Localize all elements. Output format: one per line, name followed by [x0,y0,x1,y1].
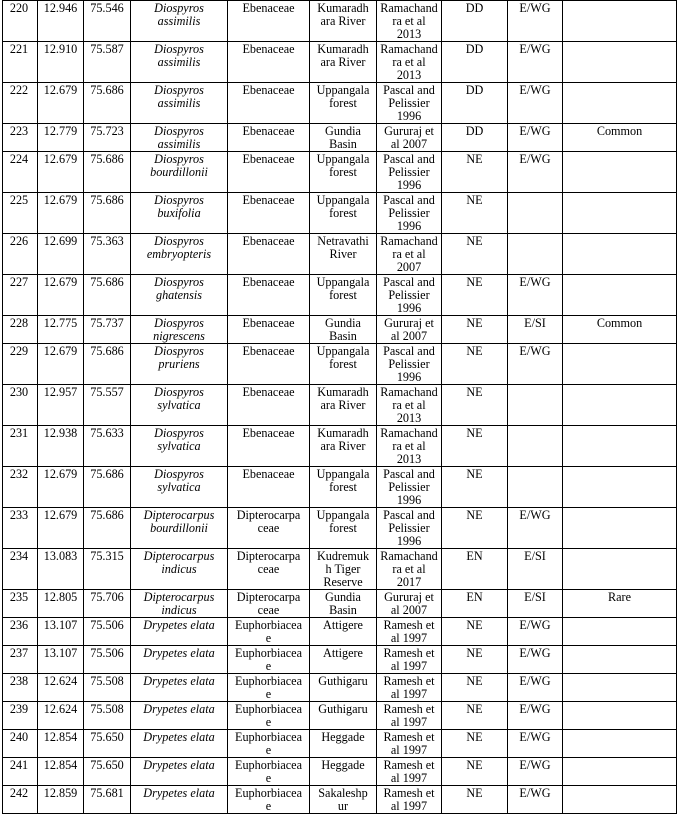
row-number-cell: 242 [3,786,38,814]
latitude-cell: 13.107 [38,646,84,674]
latitude-cell: 12.679 [38,508,84,549]
table-row [3,618,677,646]
longitude-cell: 75.508 [84,674,131,702]
longitude-cell: 75.686 [84,275,131,316]
table-row [3,275,677,316]
latitude-cell: 12.946 [38,1,84,42]
row-number-cell: 224 [3,152,38,193]
longitude-cell: 75.363 [84,234,131,275]
iucn-status-cell: NE [442,426,508,467]
longitude-cell: 75.557 [84,385,131,426]
iucn-status-cell: DD [442,83,508,124]
species-table [2,0,677,814]
species-name-cell: Diospyros bourdillonii [131,152,228,193]
iucn-status-cell: NE [442,758,508,786]
family-cell: Dipterocarpa ceae [228,508,310,549]
row-number-cell: 230 [3,385,38,426]
location-cell: Gundia Basin [310,124,377,152]
abundance-cell [563,385,677,426]
location-cell: Attigere [310,618,377,646]
endemism-cell: E/WG [508,702,563,730]
latitude-cell: 12.938 [38,426,84,467]
endemism-cell: E/WG [508,42,563,83]
iucn-status-cell: NE [442,275,508,316]
endemism-cell [508,385,563,426]
location-cell: Gundia Basin [310,590,377,618]
longitude-cell: 75.587 [84,42,131,83]
row-number-cell: 222 [3,83,38,124]
latitude-cell: 12.624 [38,702,84,730]
table-row [3,549,677,590]
table-row [3,646,677,674]
location-cell: Guthigaru [310,702,377,730]
species-name-cell: Diospyros pruriens [131,344,228,385]
family-cell: Euphorbiacea e [228,646,310,674]
table-row [3,426,677,467]
latitude-cell: 12.679 [38,83,84,124]
species-name-cell: Dipterocarpus indicus [131,549,228,590]
family-cell: Dipterocarpa ceae [228,549,310,590]
table-row [3,730,677,758]
family-cell: Ebenaceae [228,152,310,193]
latitude-cell: 12.854 [38,758,84,786]
endemism-cell: E/WG [508,786,563,814]
abundance-cell [563,758,677,786]
reference-cell: Ramesh et al 1997 [377,646,442,674]
reference-cell: Ramachand ra et al 2007 [377,234,442,275]
row-number-cell: 223 [3,124,38,152]
reference-cell: Ramachand ra et al 2017 [377,549,442,590]
endemism-cell: E/WG [508,275,563,316]
endemism-cell: E/WG [508,83,563,124]
family-cell: Ebenaceae [228,124,310,152]
family-cell: Ebenaceae [228,385,310,426]
species-name-cell: Diospyros assimilis [131,1,228,42]
table-row [3,786,677,814]
abundance-cell [563,42,677,83]
latitude-cell: 12.679 [38,193,84,234]
table-row [3,385,677,426]
latitude-cell: 13.107 [38,618,84,646]
species-name-cell: Drypetes elata [131,646,228,674]
row-number-cell: 237 [3,646,38,674]
family-cell: Euphorbiacea e [228,702,310,730]
iucn-status-cell: DD [442,1,508,42]
abundance-cell [563,549,677,590]
iucn-status-cell: NE [442,385,508,426]
family-cell: Euphorbiacea e [228,618,310,646]
abundance-cell [563,730,677,758]
row-number-cell: 221 [3,42,38,83]
row-number-cell: 228 [3,316,38,344]
iucn-status-cell: NE [442,646,508,674]
iucn-status-cell: NE [442,730,508,758]
longitude-cell: 75.315 [84,549,131,590]
family-cell: Ebenaceae [228,83,310,124]
reference-cell: Ramesh et al 1997 [377,786,442,814]
row-number-cell: 232 [3,467,38,508]
longitude-cell: 75.650 [84,730,131,758]
table-body [3,1,677,814]
abundance-cell [563,1,677,42]
latitude-cell: 12.775 [38,316,84,344]
location-cell: Kumaradh ara River [310,42,377,83]
table-row [3,758,677,786]
table-row [3,124,677,152]
table-row [3,702,677,730]
table-row [3,152,677,193]
species-name-cell: Diospyros assimilis [131,42,228,83]
family-cell: Ebenaceae [228,467,310,508]
location-cell: Uppangala forest [310,467,377,508]
species-name-cell: Drypetes elata [131,702,228,730]
family-cell: Ebenaceae [228,426,310,467]
iucn-status-cell: NE [442,316,508,344]
row-number-cell: 226 [3,234,38,275]
row-number-cell: 238 [3,674,38,702]
family-cell: Ebenaceae [228,344,310,385]
species-name-cell: Drypetes elata [131,618,228,646]
latitude-cell: 12.805 [38,590,84,618]
longitude-cell: 75.686 [84,344,131,385]
longitude-cell: 75.508 [84,702,131,730]
longitude-cell: 75.706 [84,590,131,618]
table-row [3,316,677,344]
endemism-cell: E/WG [508,618,563,646]
longitude-cell: 75.686 [84,83,131,124]
latitude-cell: 12.699 [38,234,84,275]
family-cell: Dipterocarpa ceae [228,590,310,618]
abundance-cell: Common [563,124,677,152]
latitude-cell: 12.859 [38,786,84,814]
location-cell: Kumaradh ara River [310,426,377,467]
reference-cell: Ramesh et al 1997 [377,758,442,786]
latitude-cell: 12.957 [38,385,84,426]
reference-cell: Pascal and Pelissier 1996 [377,152,442,193]
reference-cell: Pascal and Pelissier 1996 [377,193,442,234]
iucn-status-cell: DD [442,42,508,83]
table-row [3,193,677,234]
abundance-cell [563,426,677,467]
table-row [3,467,677,508]
abundance-cell [563,508,677,549]
reference-cell: Ramesh et al 1997 [377,702,442,730]
row-number-cell: 241 [3,758,38,786]
location-cell: Kumaradh ara River [310,1,377,42]
longitude-cell: 75.650 [84,758,131,786]
endemism-cell: E/WG [508,758,563,786]
latitude-cell: 12.854 [38,730,84,758]
latitude-cell: 13.083 [38,549,84,590]
species-name-cell: Diospyros ghatensis [131,275,228,316]
endemism-cell: E/WG [508,508,563,549]
table-row [3,344,677,385]
family-cell: Euphorbiacea e [228,758,310,786]
reference-cell: Gururaj et al 2007 [377,316,442,344]
location-cell: Gundia Basin [310,316,377,344]
latitude-cell: 12.910 [38,42,84,83]
iucn-status-cell: NE [442,508,508,549]
reference-cell: Ramachand ra et al 2013 [377,426,442,467]
endemism-cell: E/WG [508,646,563,674]
iucn-status-cell: NE [442,467,508,508]
species-name-cell: Drypetes elata [131,786,228,814]
iucn-status-cell: NE [442,344,508,385]
table-row [3,42,677,83]
abundance-cell [563,786,677,814]
family-cell: Euphorbiacea e [228,730,310,758]
abundance-cell [563,674,677,702]
longitude-cell: 75.686 [84,467,131,508]
location-cell: Attigere [310,646,377,674]
species-name-cell: Diospyros assimilis [131,83,228,124]
row-number-cell: 231 [3,426,38,467]
reference-cell: Pascal and Pelissier 1996 [377,467,442,508]
longitude-cell: 75.633 [84,426,131,467]
longitude-cell: 75.546 [84,1,131,42]
iucn-status-cell: NE [442,234,508,275]
species-name-cell: Diospyros embryopteris [131,234,228,275]
row-number-cell: 239 [3,702,38,730]
iucn-status-cell: NE [442,702,508,730]
abundance-cell [563,275,677,316]
abundance-cell [563,234,677,275]
longitude-cell: 75.723 [84,124,131,152]
location-cell: Heggade [310,730,377,758]
reference-cell: Gururaj et al 2007 [377,124,442,152]
reference-cell: Ramesh et al 1997 [377,730,442,758]
location-cell: Sakaleshp ur [310,786,377,814]
iucn-status-cell: DD [442,124,508,152]
location-cell: Uppangala forest [310,193,377,234]
reference-cell: Ramesh et al 1997 [377,618,442,646]
location-cell: Kudremuk h Tiger Reserve [310,549,377,590]
row-number-cell: 227 [3,275,38,316]
species-name-cell: Drypetes elata [131,730,228,758]
latitude-cell: 12.779 [38,124,84,152]
abundance-cell [563,702,677,730]
location-cell: Netravathi River [310,234,377,275]
location-cell: Uppangala forest [310,344,377,385]
location-cell: Uppangala forest [310,152,377,193]
reference-cell: Pascal and Pelissier 1996 [377,275,442,316]
table-row [3,1,677,42]
endemism-cell: E/WG [508,124,563,152]
species-name-cell: Diospyros sylvatica [131,426,228,467]
table-row [3,674,677,702]
endemism-cell: E/SI [508,316,563,344]
location-cell: Guthigaru [310,674,377,702]
location-cell: Uppangala forest [310,275,377,316]
endemism-cell [508,467,563,508]
endemism-cell: E/SI [508,549,563,590]
endemism-cell: E/SI [508,590,563,618]
species-name-cell: Diospyros nigrescens [131,316,228,344]
iucn-status-cell: NE [442,786,508,814]
row-number-cell: 220 [3,1,38,42]
family-cell: Ebenaceae [228,275,310,316]
reference-cell: Ramachand ra et al 2013 [377,385,442,426]
endemism-cell [508,193,563,234]
abundance-cell: Common [563,316,677,344]
location-cell: Uppangala forest [310,83,377,124]
abundance-cell [563,83,677,124]
location-cell: Kumaradh ara River [310,385,377,426]
table-row [3,234,677,275]
location-cell: Uppangala forest [310,508,377,549]
family-cell: Euphorbiacea e [228,786,310,814]
reference-cell: Pascal and Pelissier 1996 [377,83,442,124]
species-name-cell: Diospyros sylvatica [131,467,228,508]
reference-cell: Ramachand ra et al 2013 [377,42,442,83]
reference-cell: Ramachand ra et al 2013 [377,1,442,42]
abundance-cell [563,618,677,646]
species-name-cell: Dipterocarpus bourdillonii [131,508,228,549]
table-row [3,508,677,549]
location-cell: Heggade [310,758,377,786]
iucn-status-cell: NE [442,618,508,646]
table-row [3,83,677,124]
abundance-cell [563,193,677,234]
reference-cell: Gururaj et al 2007 [377,590,442,618]
family-cell: Ebenaceae [228,42,310,83]
endemism-cell [508,426,563,467]
endemism-cell: E/WG [508,1,563,42]
species-name-cell: Diospyros sylvatica [131,385,228,426]
abundance-cell: Rare [563,590,677,618]
latitude-cell: 12.679 [38,467,84,508]
abundance-cell [563,646,677,674]
family-cell: Ebenaceae [228,234,310,275]
endemism-cell: E/WG [508,674,563,702]
family-cell: Ebenaceae [228,193,310,234]
longitude-cell: 75.737 [84,316,131,344]
longitude-cell: 75.686 [84,508,131,549]
longitude-cell: 75.686 [84,152,131,193]
reference-cell: Pascal and Pelissier 1996 [377,508,442,549]
species-name-cell: Dipterocarpus indicus [131,590,228,618]
latitude-cell: 12.679 [38,152,84,193]
row-number-cell: 235 [3,590,38,618]
family-cell: Euphorbiacea e [228,674,310,702]
iucn-status-cell: EN [442,590,508,618]
longitude-cell: 75.506 [84,618,131,646]
latitude-cell: 12.679 [38,275,84,316]
longitude-cell: 75.681 [84,786,131,814]
family-cell: Ebenaceae [228,316,310,344]
reference-cell: Pascal and Pelissier 1996 [377,344,442,385]
abundance-cell [563,467,677,508]
species-name-cell: Drypetes elata [131,758,228,786]
abundance-cell [563,344,677,385]
row-number-cell: 225 [3,193,38,234]
latitude-cell: 12.679 [38,344,84,385]
endemism-cell: E/WG [508,344,563,385]
species-name-cell: Diospyros buxifolia [131,193,228,234]
row-number-cell: 229 [3,344,38,385]
endemism-cell: E/WG [508,730,563,758]
latitude-cell: 12.624 [38,674,84,702]
row-number-cell: 236 [3,618,38,646]
iucn-status-cell: NE [442,674,508,702]
endemism-cell: E/WG [508,152,563,193]
reference-cell: Ramesh et al 1997 [377,674,442,702]
iucn-status-cell: NE [442,193,508,234]
abundance-cell [563,152,677,193]
row-number-cell: 234 [3,549,38,590]
longitude-cell: 75.686 [84,193,131,234]
endemism-cell [508,234,563,275]
iucn-status-cell: NE [442,152,508,193]
longitude-cell: 75.506 [84,646,131,674]
iucn-status-cell: EN [442,549,508,590]
row-number-cell: 240 [3,730,38,758]
species-name-cell: Drypetes elata [131,674,228,702]
species-name-cell: Diospyros assimilis [131,124,228,152]
table-row [3,590,677,618]
family-cell: Ebenaceae [228,1,310,42]
row-number-cell: 233 [3,508,38,549]
